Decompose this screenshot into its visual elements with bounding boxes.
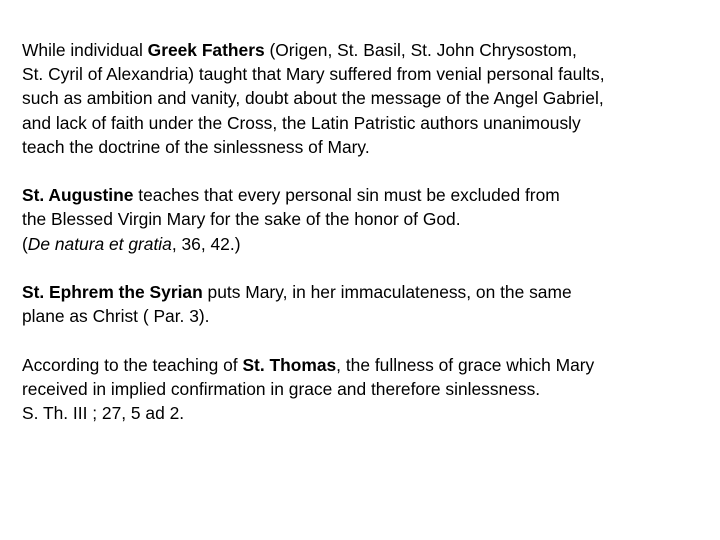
text-run: plane as Christ ( Par. 3).	[22, 306, 210, 327]
text-run: According to the teaching of	[22, 354, 243, 375]
text-run: While individual	[22, 40, 148, 60]
text-run: S. Th. III ; 27, 5 ad 2.	[22, 403, 185, 423]
text-line	[22, 135, 712, 159]
text-line	[22, 353, 712, 377]
text-line	[22, 232, 712, 256]
paragraph-st-thomas	[22, 353, 712, 426]
text-line	[22, 38, 712, 62]
bold-term-st-ephrem-the-syrian: St. Ephrem the Syrian	[22, 282, 203, 302]
text-line	[22, 62, 712, 86]
text-line	[22, 280, 712, 304]
bold-term-greek-fathers: Greek Fathers	[147, 40, 265, 60]
text-run: puts Mary, in her immaculateness, on the same	[202, 282, 572, 302]
text-run: (Origen, St. Basil, St. John Chrysostom,	[264, 40, 577, 60]
text-run: the Blessed Virgin Mary for the sake of the honor of God.	[22, 209, 461, 230]
text-run: teaches that every personal sin must be excluded from	[133, 185, 560, 206]
text-line	[22, 207, 712, 231]
text-run: teach the doctrine of the sinlessness of Mary.	[22, 136, 370, 157]
text-line	[22, 86, 712, 110]
text-line	[22, 377, 712, 401]
italic-title-de-natura-et-gratia: De natura et gratia	[27, 233, 172, 254]
text-run: such as ambition and vanity, doubt about the message of the Angel Gabriel,	[22, 88, 604, 109]
paragraph-st-ephrem	[22, 280, 712, 328]
text-run: received in implied confirmation in grace and therefore sinlessness.	[22, 378, 541, 399]
text-line	[22, 304, 712, 328]
text-run: , the fullness of grace which Mary	[336, 354, 595, 375]
slide-text-body	[22, 38, 712, 449]
text-run: and lack of faith under the Cross, the Latin Patristic authors unanimously	[22, 112, 581, 133]
paragraph-st-augustine	[22, 183, 712, 256]
text-line	[22, 183, 712, 207]
bold-term-st-augustine: St. Augustine	[22, 185, 134, 206]
text-run: (	[22, 233, 28, 254]
text-line	[22, 401, 712, 425]
paragraph-greek-fathers	[22, 38, 712, 159]
bold-term-st-thomas: St. Thomas	[242, 354, 337, 375]
text-run: St. Cyril of Alexandria) taught that Mary suffered from venial personal faults,	[22, 64, 605, 85]
text-run: , 36, 42.)	[171, 233, 241, 254]
text-line	[22, 111, 712, 135]
